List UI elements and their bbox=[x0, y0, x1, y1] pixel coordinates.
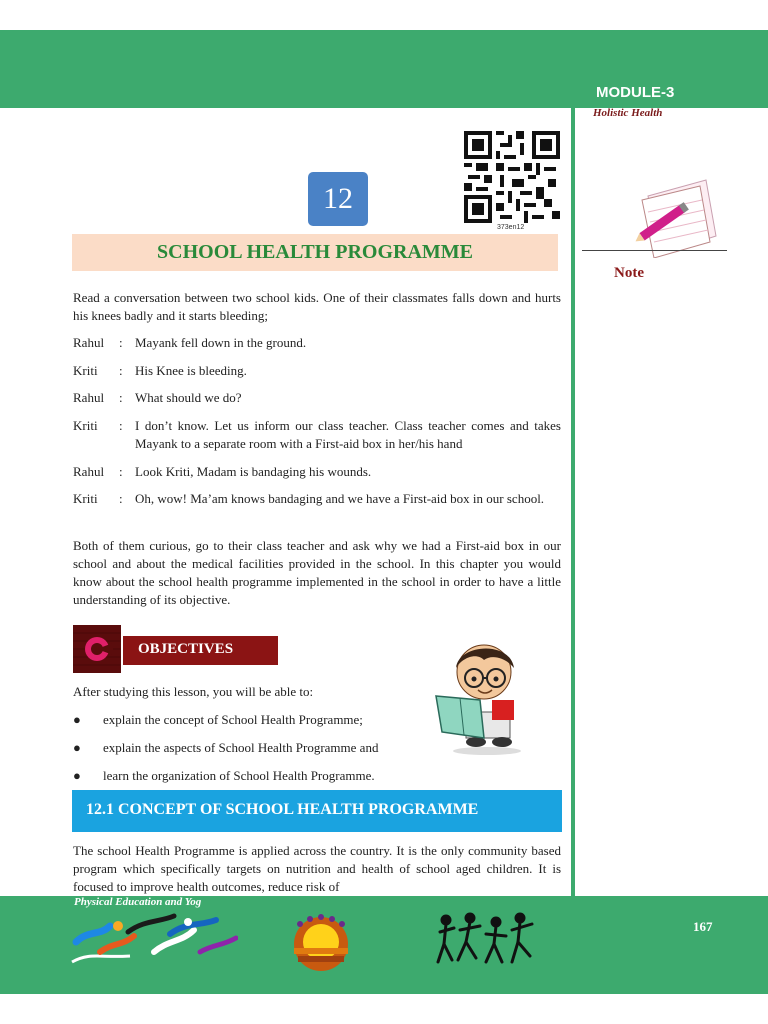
margin-divider bbox=[571, 108, 575, 898]
chapter-number: 12 bbox=[308, 172, 368, 226]
qr-caption: 373en12 bbox=[497, 224, 525, 231]
speaker: Rahul bbox=[73, 390, 105, 405]
sunrise-emblem-icon bbox=[286, 914, 356, 972]
speaker: Rahul bbox=[73, 335, 105, 350]
module-subtitle: Holistic Health bbox=[593, 107, 663, 119]
objective-text: explain the concept of School Health Programme; bbox=[103, 712, 363, 727]
note-label: Note bbox=[614, 265, 644, 281]
dialogue-line bbox=[73, 334, 563, 352]
qr-code[interactable] bbox=[464, 131, 560, 223]
dialogue-text: Mayank fell down in the ground. bbox=[135, 335, 307, 350]
body-paragraph: Both of them curious, go to their class teacher and ask why we had a First-aid box in our school and about the medical facilities provided in the school. In this chapter you would know about the school health programme implemented in the school in order to have a little understanding of its objective. bbox=[73, 538, 561, 607]
speaker: Kriti bbox=[73, 363, 98, 378]
speaker: Kriti bbox=[73, 491, 98, 506]
objective-text: learn the organization of School Health Programme. bbox=[103, 768, 375, 783]
objectives-icon bbox=[73, 625, 121, 673]
speaker: Kriti bbox=[73, 418, 98, 433]
book-title: Physical Education and Yog bbox=[74, 896, 202, 908]
athletes-silhouette-icon bbox=[436, 912, 536, 968]
speaker: Rahul bbox=[73, 464, 105, 479]
dialogue-text: What should we do? bbox=[135, 390, 242, 405]
dialogue-text: Oh, wow! Ma’am knows bandaging and we have a First-aid box in our school. bbox=[135, 491, 545, 506]
objective-text: explain the aspects of School Health Programme and bbox=[103, 740, 379, 755]
bullet: ● bbox=[73, 712, 81, 727]
page-number: 167 bbox=[693, 919, 713, 934]
dialogue-line bbox=[73, 362, 563, 380]
dialogue-text: I don’t know. Let us inform our class teacher. Class teacher comes and takes Mayank to a separate room with a First-aid box in her/his hand bbox=[135, 418, 561, 451]
colon: : bbox=[119, 491, 123, 506]
sports-collage-illustration bbox=[70, 912, 238, 968]
note-pencil-icon bbox=[628, 178, 718, 258]
objectives-lead: After studying this lesson, you will be able to: bbox=[73, 684, 314, 699]
section-heading: 12.1 CONCEPT OF SCHOOL HEALTH PROGRAMME bbox=[72, 790, 562, 832]
dialogue-text: His Knee is bleeding. bbox=[135, 363, 247, 378]
bullet: ● bbox=[73, 768, 81, 783]
colon: : bbox=[119, 363, 123, 378]
colon: : bbox=[119, 335, 123, 350]
colon: : bbox=[119, 390, 123, 405]
intro-paragraph: Read a conversation between two school kids. One of their classmates falls down and hurts his knees badly and it starts bleeding; bbox=[73, 290, 561, 323]
module-label: MODULE-3 bbox=[596, 84, 675, 101]
colon: : bbox=[119, 464, 123, 479]
dialogue-line bbox=[73, 417, 563, 453]
note-rule bbox=[582, 250, 727, 251]
bullet: ● bbox=[73, 740, 81, 755]
section-paragraph: The school Health Programme is applied across the country. It is the only community based program which specifically targets on nutrition and health of school aged children. It is focused to improve health outcomes, reduce risk of bbox=[73, 843, 561, 894]
dialogue-line bbox=[73, 490, 563, 526]
chapter-title: SCHOOL HEALTH PROGRAMME bbox=[72, 234, 558, 271]
colon: : bbox=[119, 418, 123, 433]
dialogue-text: Look Kriti, Madam is bandaging his wounds. bbox=[135, 464, 372, 479]
dialogue-line bbox=[73, 463, 563, 481]
dialogue-line bbox=[73, 389, 563, 407]
reading-boy-illustration bbox=[432, 640, 532, 755]
objectives-heading: OBJECTIVES bbox=[123, 636, 278, 665]
